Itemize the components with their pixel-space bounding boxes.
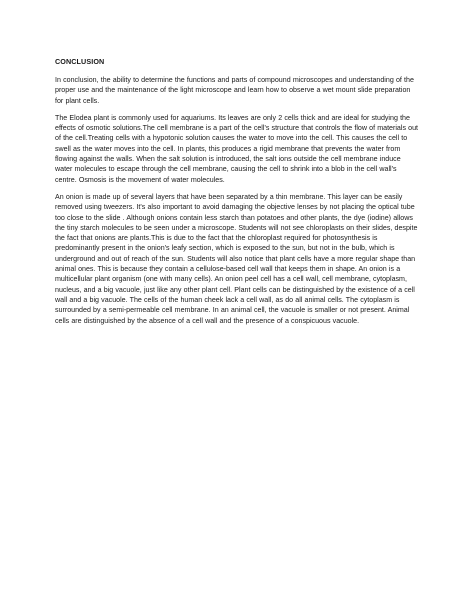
paragraph-intro: In conclusion, the ability to determine the functions and parts of compound microscopes and understanding of the proper use and the maintenance of the light microscope and learn how to observe a wet mount slide preparation for plant cells.: [55, 76, 414, 105]
section-heading: CONCLUSION: [55, 57, 105, 66]
paragraph-onion: An onion is made up of several layers that have been separated by a thin membrane. This layer can be easily removed using tweezers. It's also important to avoid damaging the objective lenses by not placing the optical tube too close to the slide . Although onions contain less starch than potatoes and other plants, the dye (iodine) allows the tiny starch molecules to be seen under a microscope. Students will not see chloroplasts on their slides, despite the fact that onions are plants.This is due to the fact that the chloroplast required for photosynthesis is predominantly present in the onion's leafy section, which is exposed to the sun, but not in the bulb, which is underground and out of reach of the sun. Students will also notice that plant cells have a more regular shape than animal ones. This is because they contain a cellulose-based cell wall that keeps them in shape. An onion is a multicellular plant organism (one with many cells). An onion peel cell has a cell wall, cell membrane, cytoplasm, nucleus, and a big vacuole, just like any other plant cell. Plant cells can be distinguished by the existence of a cell wall and a big vacuole. The cells of the human cheek lack a cell wall, as do all animal cells. The cytoplasm is surrounded by a semi-permeable cell membrane. In an animal cell, the vacuole is smaller or not present. Animal cells are distinguished by the absence of a cell wall and the presence of a conspicuous vacuole.: [55, 192, 418, 325]
paragraph-elodea: The Elodea plant is commonly used for aquariums. Its leaves are only 2 cells thick and are ideal for studying the effects of osmotic solutions.The cell membrane is a part of the cell's structure that controls the flow of materials out of the cell.Treating cells with a hypotonic solution causes the water to move into the cell. This causes the cell to swell as the water moves into the cell. In plants, this produces a rigid membrane that prevents the water from flowing against the walls. When the salt solution is introduced, the salt ions outside the cell membrane induce water molecules to escape through the cell membrane, causing the cell to shrink into a blob in the cell wall's centre. Osmosis is the movement of water molecules.: [55, 113, 419, 184]
